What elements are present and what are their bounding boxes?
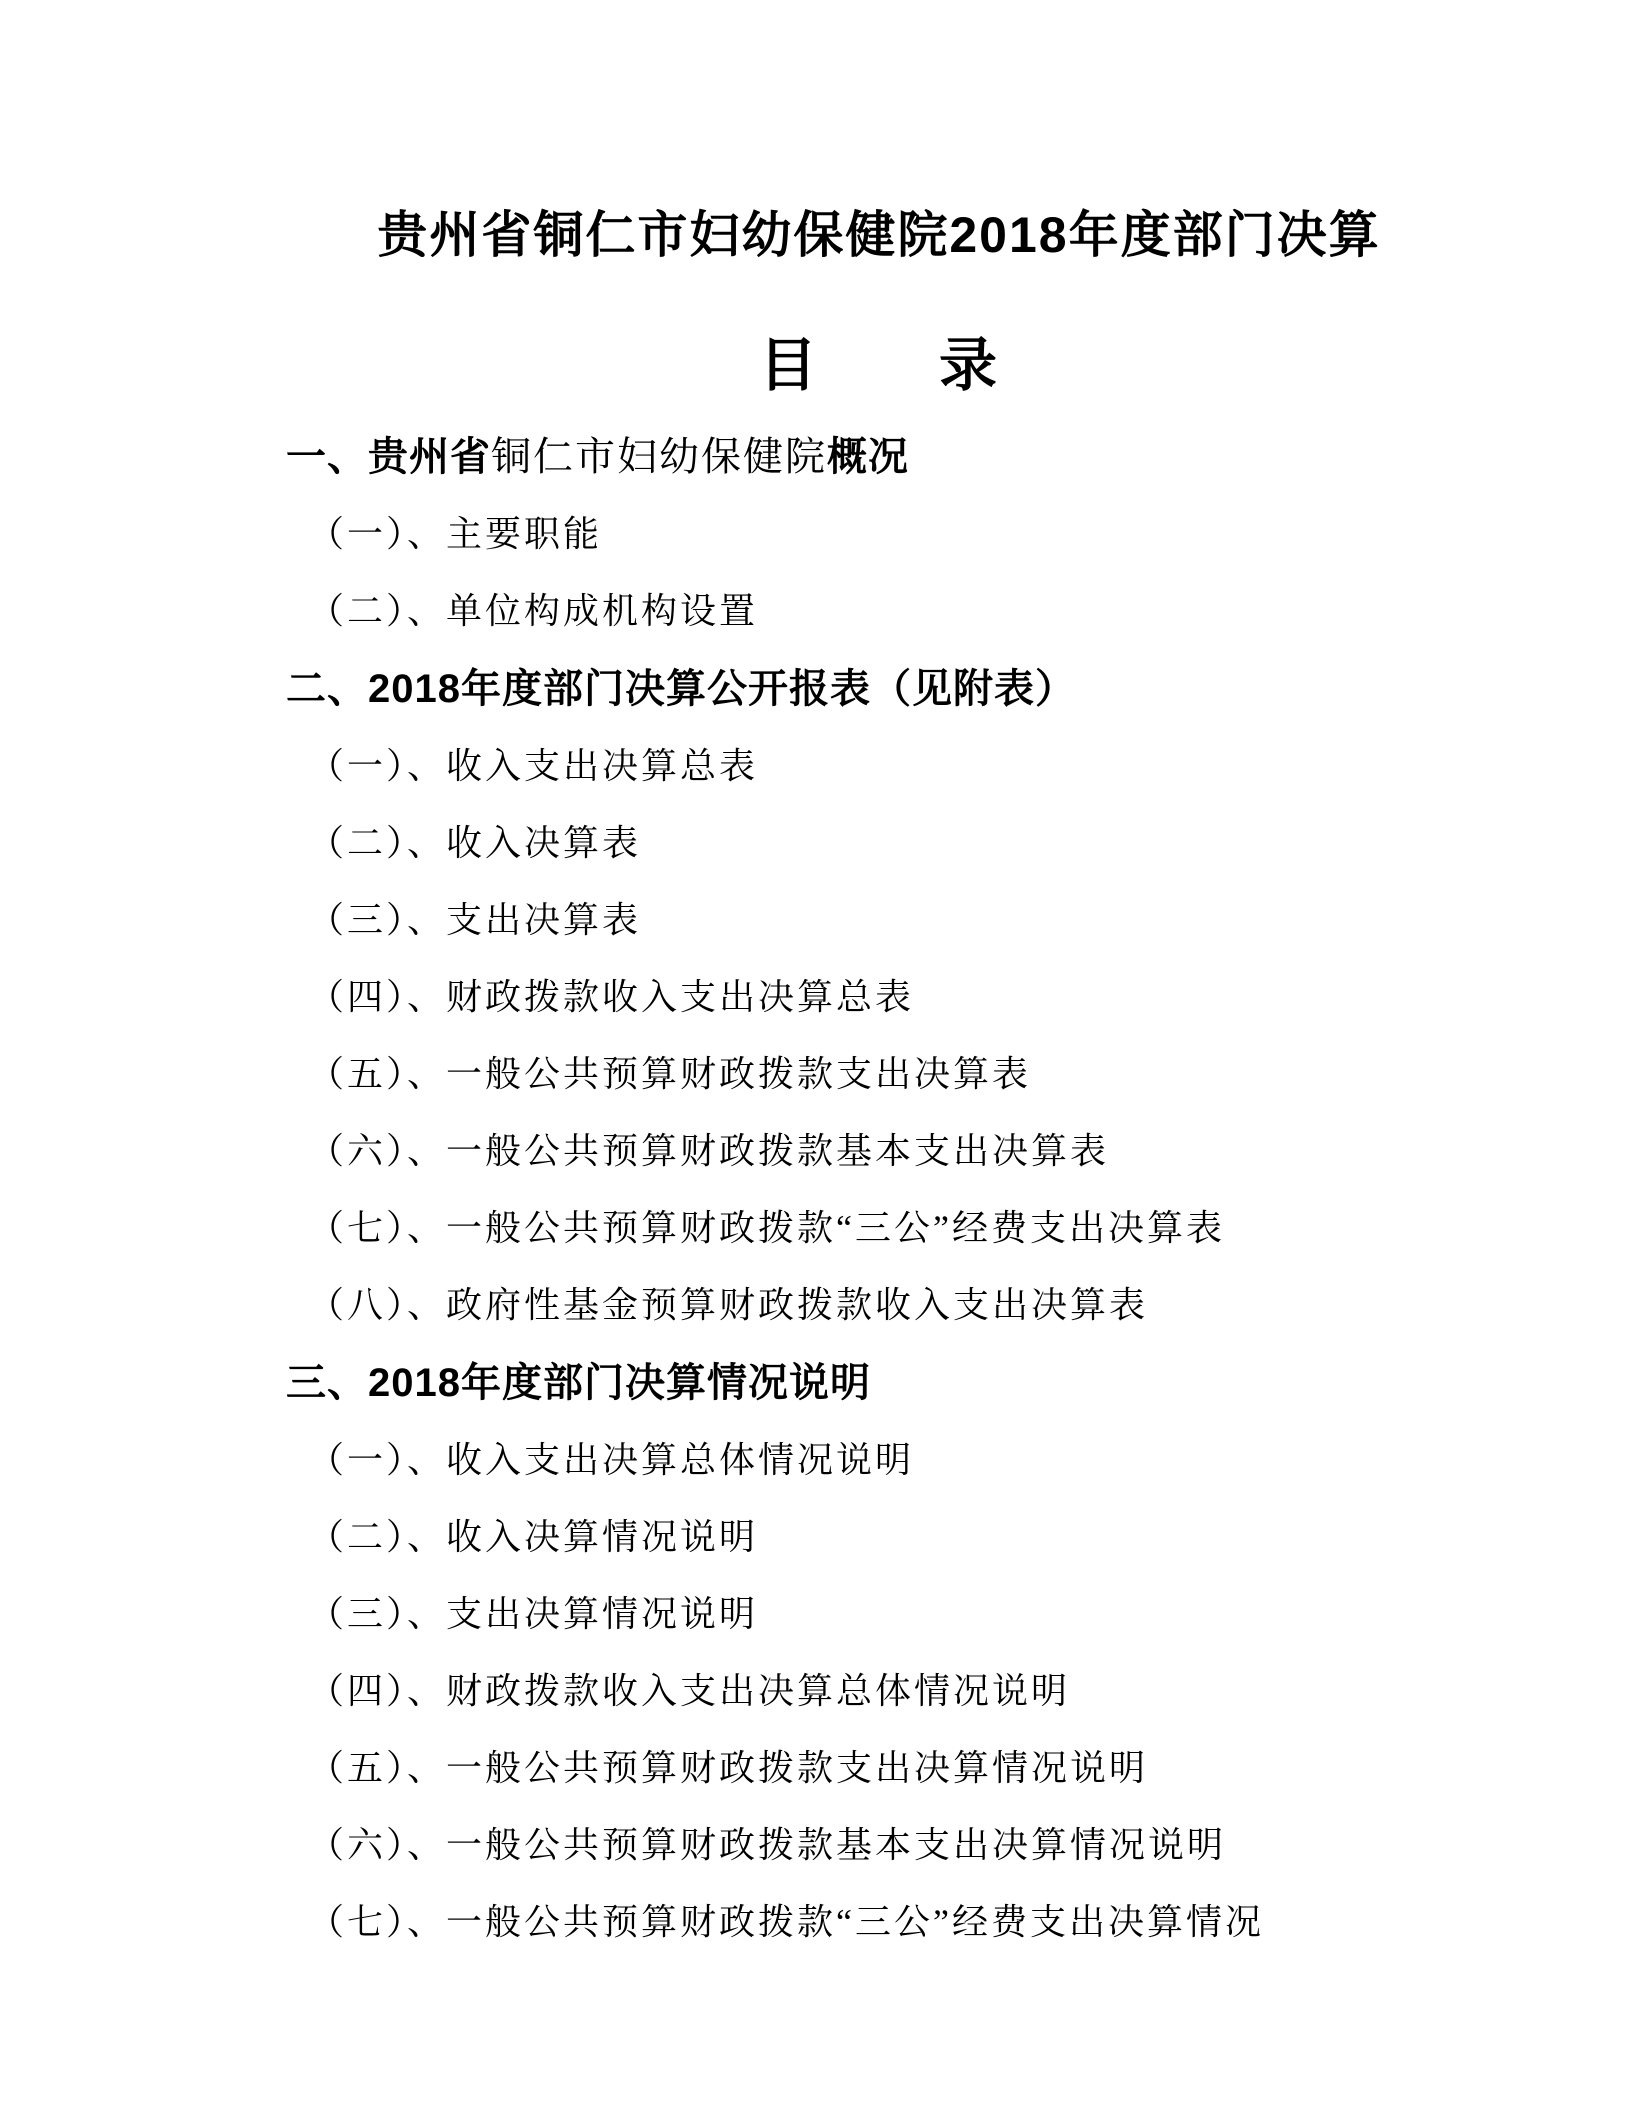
- document-title: 贵州省铜仁市妇幼保健院2018年度部门决算: [377, 207, 1381, 263]
- toc-section-heading-3-text: 三、2018年度部门决算情况说明: [286, 1361, 871, 1405]
- toc-section-heading-1-bold-suffix: 概况: [827, 435, 909, 479]
- toc-entry: （七）、一般公共预算财政拨款“三公”经费支出决算表: [308, 1208, 1225, 1248]
- toc-list: [286, 418, 1472, 1961]
- toc-entry: （二）、收入决算表: [308, 823, 642, 863]
- toc-section-heading-1-light-middle: 铜仁市妇幼保健院: [491, 434, 827, 479]
- toc-section-heading-2-text: 二、2018年度部门决算公开报表（见附表）: [286, 667, 1076, 711]
- toc-entry: （二）、收入决算情况说明: [308, 1517, 759, 1557]
- toc-entry: （三）、支出决算表: [308, 900, 642, 940]
- toc-entry: （八）、政府性基金预算财政拨款收入支出决算表: [308, 1285, 1149, 1325]
- toc-entry: （六）、一般公共预算财政拨款基本支出决算情况说明: [308, 1825, 1227, 1865]
- toc-entry: （二）、单位构成机构设置: [308, 591, 759, 631]
- toc-section-heading-2: [286, 650, 1472, 728]
- toc-entry: （三）、支出决算情况说明: [308, 1594, 759, 1634]
- toc-entry: （一）、主要职能: [308, 514, 603, 554]
- toc-entry: （五）、一般公共预算财政拨款支出决算表: [308, 1054, 1032, 1094]
- toc-entry: （六）、一般公共预算财政拨款基本支出决算表: [308, 1131, 1110, 1171]
- toc-section-heading-1: [286, 418, 1472, 496]
- toc-heading: 目 录: [758, 333, 999, 398]
- toc-entry: （四）、财政拨款收入支出决算总体情况说明: [308, 1671, 1071, 1711]
- toc-section-heading-1-bold-prefix: 一、贵州省: [286, 435, 491, 479]
- toc-entry: （七）、一般公共预算财政拨款“三公”经费支出决算情况: [308, 1902, 1264, 1942]
- toc-entry: （一）、收入支出决算总体情况说明: [308, 1440, 915, 1480]
- toc-entry: （五）、一般公共预算财政拨款支出决算情况说明: [308, 1748, 1149, 1788]
- toc-entry: （四）、财政拨款收入支出决算总表: [308, 977, 915, 1017]
- toc-entry: （一）、收入支出决算总表: [308, 746, 759, 786]
- toc-section-heading-3: [286, 1344, 1472, 1422]
